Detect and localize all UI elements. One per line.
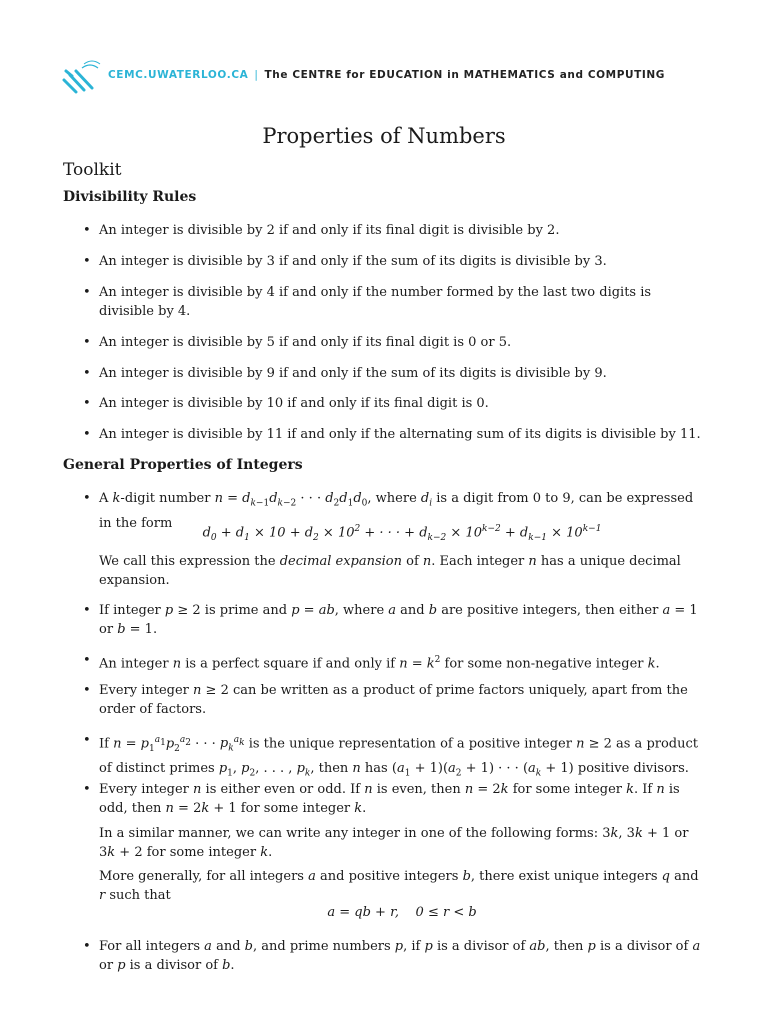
- bullet-icon: •: [83, 939, 91, 954]
- list-item: • Every integer n ≥ 2 can be written as a product of prime factors uniquely, apart from the order of factors.: [83, 683, 688, 717]
- list-item: • Every integer n is either even or odd. If n is even, then n = 2k for some integer k. If n is odd, then n = 2k + 1 for some integer k.: [83, 782, 680, 816]
- list-item: • A k-digit number $n = d_{k-1}d_{k-2}$ · · · $d_2d_1d_0$, where $d_i$ is a digit from 0 to 9, can be expressed in the form: [83, 491, 694, 531]
- list-item: • An integer is divisible by 10 if and only if its final digit is 0.: [83, 396, 489, 411]
- bullet-icon: •: [83, 653, 91, 668]
- list-item: • If $n = p_1^{a_1}p_2^{a_2}$ · · · $p_k^{a_k}$ is the unique representation of a positive integer n ≥ 2 as a product of distinct primes $p_1$, $p_2$, . . . , $p_k$, then n has $(a_1 + 1)(a_2 + 1)$ · · · $(a_k + 1)$ positive divisors.: [83, 733, 699, 779]
- bullet-icon: •: [83, 254, 91, 269]
- site-link[interactable]: CEMC.UWATERLOO.CA: [108, 69, 249, 81]
- list-item: • An integer is divisible by 9 if and only if the sum of its digits is divisible by 9.: [83, 366, 607, 381]
- header-text: [108, 69, 665, 81]
- decimal-expansion-formula: $d_0 + d_1 \times 10 + d_2 \times 10^2$ + · · · + $d_{k-2} \times 10^{k-2} + d_{k-1} \times 10^{k-1}$: [202, 524, 602, 543]
- paragraph: In a similar manner, we can write any integer in one of the following forms: 3k, 3k + 1 or 3k + 2 for some integer k.: [99, 826, 689, 860]
- list-item: • An integer is divisible by 4 if and only if the number formed by the last two digits is divisible by 4.: [83, 285, 652, 319]
- bullet-icon: •: [83, 335, 91, 350]
- paragraph: We call this expression the decimal expansion of n. Each integer n has a unique decimal expansion.: [99, 554, 681, 588]
- bullet-icon: •: [83, 603, 91, 618]
- page-header: [62, 58, 712, 94]
- paragraph: More generally, for all integers a and positive integers b, there exist unique integers q and r such that: [99, 869, 699, 903]
- list-item: • For all integers a and b, and prime numbers p, if p is a divisor of ab, then p is a divisor of a or p is a divisor of b.: [83, 939, 701, 973]
- list-item: • An integer n is a perfect square if and only if $n = k^2$ for some non-negative integer k.: [83, 653, 660, 672]
- centre-name: The CENTRE for EDUCATION in MATHEMATICS and COMPUTING: [264, 69, 666, 81]
- list-item: • An integer is divisible by 11 if and only if the alternating sum of its digits is divisible by 11.: [83, 427, 701, 442]
- bullet-icon: •: [83, 285, 91, 300]
- bullet-icon: •: [83, 396, 91, 411]
- bullet-icon: •: [83, 683, 91, 698]
- header-separator: |: [254, 69, 259, 81]
- list-item: • An integer is divisible by 5 if and only if its final digit is 0 or 5.: [83, 335, 512, 350]
- divisibility-heading: Divisibility Rules: [63, 189, 197, 205]
- list-item: • An integer is divisible by 3 if and only if the sum of its digits is divisible by 3.: [83, 254, 607, 269]
- bullet-icon: •: [83, 733, 91, 748]
- general-properties-heading: General Properties of Integers: [63, 457, 303, 473]
- bullet-icon: •: [83, 782, 91, 797]
- toolkit-heading: Toolkit: [63, 160, 122, 180]
- bullet-icon: •: [83, 491, 91, 506]
- cemc-logo-icon: [62, 58, 102, 94]
- bullet-icon: •: [83, 427, 91, 442]
- page-title: Properties of Numbers: [262, 124, 506, 148]
- bullet-icon: •: [83, 366, 91, 381]
- list-item: • If integer p ≥ 2 is prime and p = ab, where a and b are positive integers, then either a = 1 or b = 1.: [83, 603, 698, 637]
- division-algorithm-formula: a = qb + r, 0 ≤ r < b: [327, 905, 477, 920]
- list-item: • An integer is divisible by 2 if and only if its final digit is divisible by 2.: [83, 223, 560, 238]
- bullet-icon: •: [83, 223, 91, 238]
